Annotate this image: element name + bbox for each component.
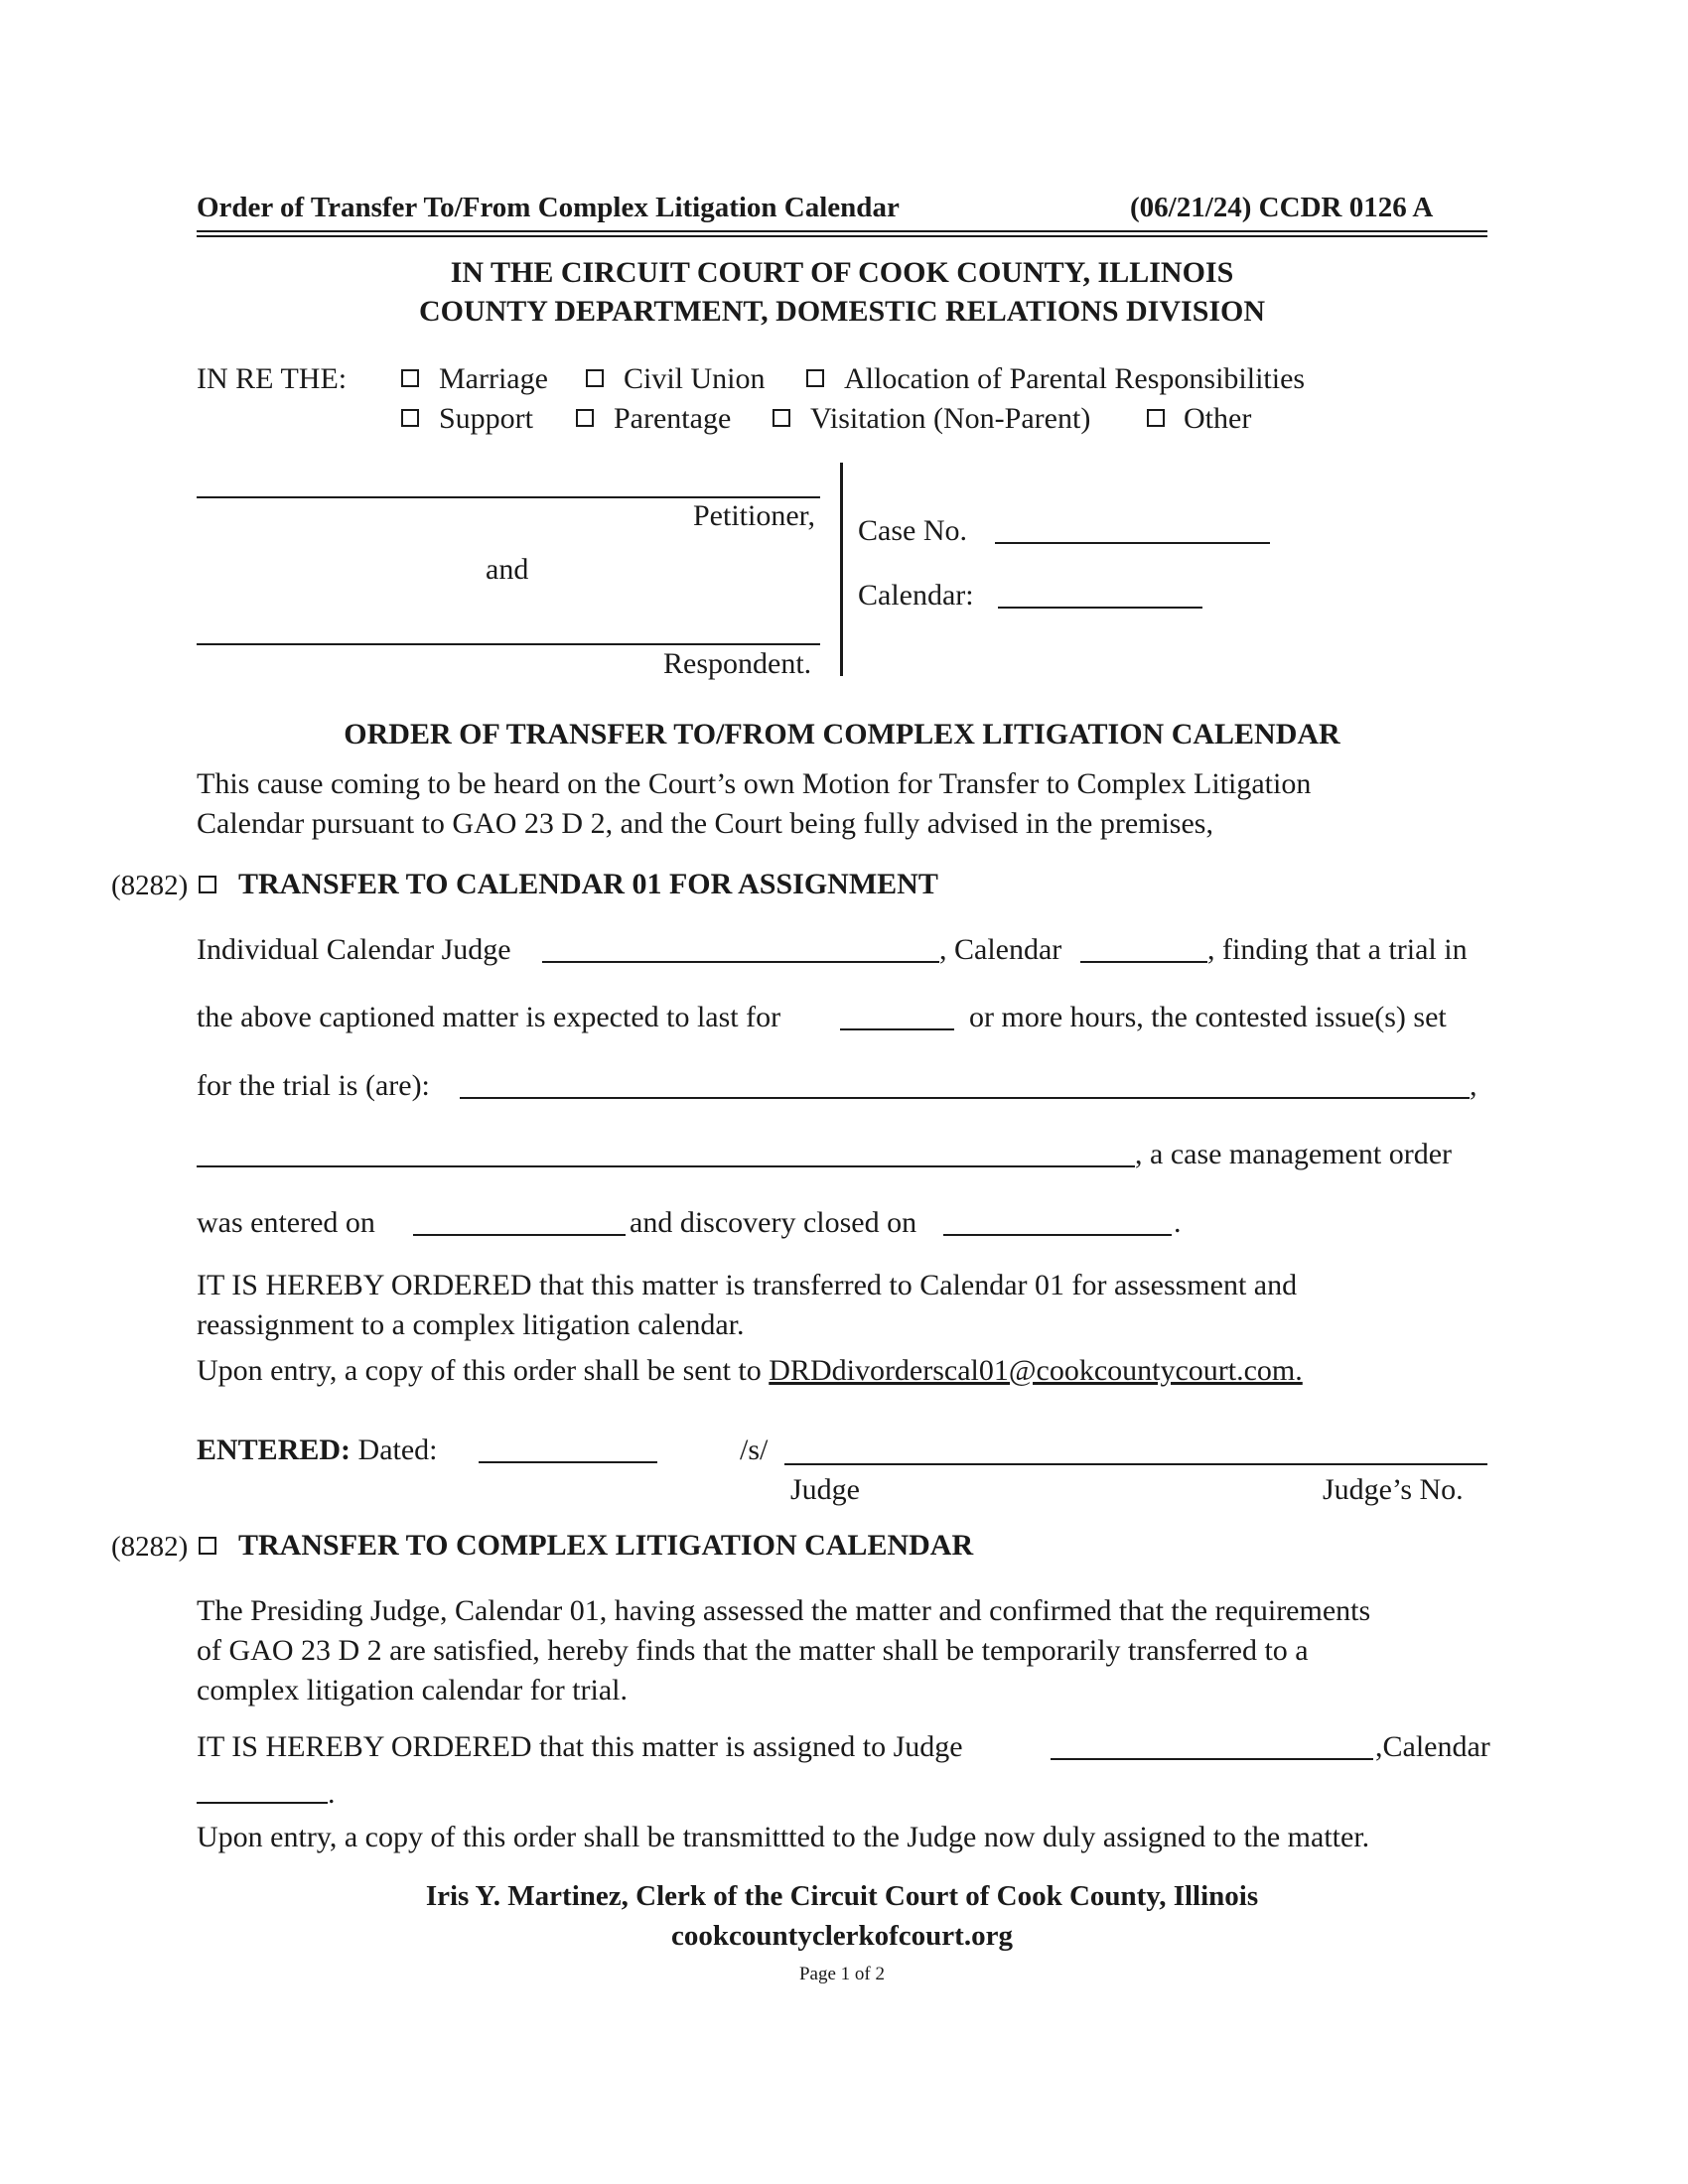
s1-calendar-field[interactable] [1080,961,1207,963]
page-number: Page 1 of 2 [798,1964,885,1984]
dated-field[interactable] [479,1461,657,1463]
intro-line-1: This cause coming to be heard on the Court’s own Motion for Transfer to Complex Litigation [197,767,1312,800]
section2-code: (8282) [111,1531,189,1563]
s1-duration-text: the above captioned matter is expected to last for [197,1001,781,1033]
option-allocation: Allocation of Parental Responsibilities [844,362,1306,395]
checkbox-section1[interactable] [199,876,216,893]
s1-finding-text: , finding that a trial in [1207,933,1468,966]
caption-divider [840,463,843,676]
s1-discovery-label: and discovery closed on [630,1206,917,1239]
s2-calendar-field[interactable] [197,1802,328,1804]
checkbox-support[interactable] [401,409,419,427]
s2-transmit-text: Upon entry, a copy of this order shall be transmittted to the Judge now duly assigned to the matter. [197,1821,1370,1853]
s1-entered-on-field[interactable] [413,1234,626,1236]
checkbox-civil-union[interactable] [586,369,604,387]
option-visitation: Visitation (Non-Parent) [810,402,1091,435]
option-other: Other [1184,402,1252,435]
s1-period: . [1174,1206,1182,1239]
s1-judge-field[interactable] [542,961,939,963]
form-code: (06/21/24) CCDR 0126 A [1130,192,1434,223]
option-marriage: Marriage [439,362,548,395]
case-no-label: Case No. [858,514,967,547]
court-line-2: COUNTY DEPARTMENT, DOMESTIC RELATIONS DIVISION [418,295,1266,328]
s2-period: . [328,1777,336,1810]
judge-signature-field[interactable] [784,1463,1487,1465]
s1-calendar-label: , Calendar [939,933,1062,966]
s1-hours-field[interactable] [840,1028,954,1030]
s1-issues-field-2[interactable] [197,1165,1135,1167]
checkbox-section2[interactable] [199,1537,216,1555]
order-title: ORDER OF TRANSFER TO/FROM COMPLEX LITIGATION CALENDAR [344,718,1340,751]
s1-issues-label: for the trial is (are): [197,1069,430,1102]
email-link[interactable]: DRDdivorderscal01@cookcountycourt.com. [769,1354,1303,1387]
footer-website[interactable]: cookcountyclerkofcourt.org [671,1920,1013,1952]
s1-entered-on-label: was entered on [197,1206,375,1239]
s1-issues-comma: , [1470,1069,1477,1102]
checkbox-parentage[interactable] [576,409,594,427]
s2-para-line-2: of GAO 23 D 2 are satisfied, hereby finds that the matter shall be temporarily transferred to a [197,1634,1309,1667]
case-no-field[interactable] [995,542,1270,544]
calendar-label: Calendar: [858,579,974,612]
s1-hours-text: or more hours, the contested issue(s) set [969,1001,1447,1033]
judge-no-label: Judge’s No. [1323,1473,1464,1506]
checkbox-other[interactable] [1147,409,1165,427]
s2-ordered-text: IT IS HEREBY ORDERED that this matter is assigned to Judge [197,1730,963,1763]
court-line-1: IN THE CIRCUIT COURT OF COOK COUNTY, ILLINOIS [450,256,1234,289]
s1-copy-text: Upon entry, a copy of this order shall be sent to DRDdivorderscal01@cookcountycourt.com. [197,1354,1303,1387]
sig-prefix: /s/ [740,1433,769,1466]
checkbox-allocation[interactable] [806,369,824,387]
footer-clerk: Iris Y. Martinez, Clerk of the Circuit Court of Cook County, Illinois [425,1880,1259,1912]
s2-para-line-1: The Presiding Judge, Calendar 01, having assessed the matter and confirmed that the requirements [197,1594,1371,1627]
s1-judge-label: Individual Calendar Judge [197,933,511,966]
respondent-label: Respondent. [663,647,812,680]
form-title: Order of Transfer To/From Complex Litigation Calendar [197,192,900,223]
s1-cmo-text: , a case management order [1135,1138,1452,1170]
checkbox-visitation[interactable] [773,409,790,427]
respondent-line[interactable] [197,643,820,645]
judge-label: Judge [790,1473,860,1506]
in-re-label: IN RE THE: [197,362,348,395]
checkbox-marriage[interactable] [401,369,419,387]
s1-ordered-line-1: IT IS HEREBY ORDERED that this matter is transferred to Calendar 01 for assessment and [197,1269,1298,1301]
section1-code: (8282) [111,870,189,901]
header-rule-top [197,230,1487,232]
intro-line-2: Calendar pursuant to GAO 23 D 2, and the Court being fully advised in the premises, [197,807,1213,840]
option-support: Support [439,402,534,435]
petitioner-line[interactable] [197,496,820,498]
s2-judge-field[interactable] [1051,1758,1373,1760]
header-rule-bottom [197,235,1487,237]
s1-discovery-field[interactable] [943,1234,1172,1236]
s2-para-line-3: complex litigation calendar for trial. [197,1674,629,1706]
section1-heading: TRANSFER TO CALENDAR 01 FOR ASSIGNMENT [238,868,938,900]
s2-calendar-label: ,Calendar [1375,1730,1490,1763]
s1-ordered-line-2: reassignment to a complex litigation calendar. [197,1308,745,1341]
option-civil-union: Civil Union [624,362,766,395]
entered-block: ENTERED: Dated: [197,1433,438,1466]
option-parentage: Parentage [614,402,732,435]
section2-heading: TRANSFER TO COMPLEX LITIGATION CALENDAR [238,1529,974,1562]
s1-issues-field-1[interactable] [460,1097,1470,1099]
calendar-field[interactable] [998,607,1202,609]
petitioner-label: Petitioner, [693,499,815,532]
and-label: and [486,553,529,586]
